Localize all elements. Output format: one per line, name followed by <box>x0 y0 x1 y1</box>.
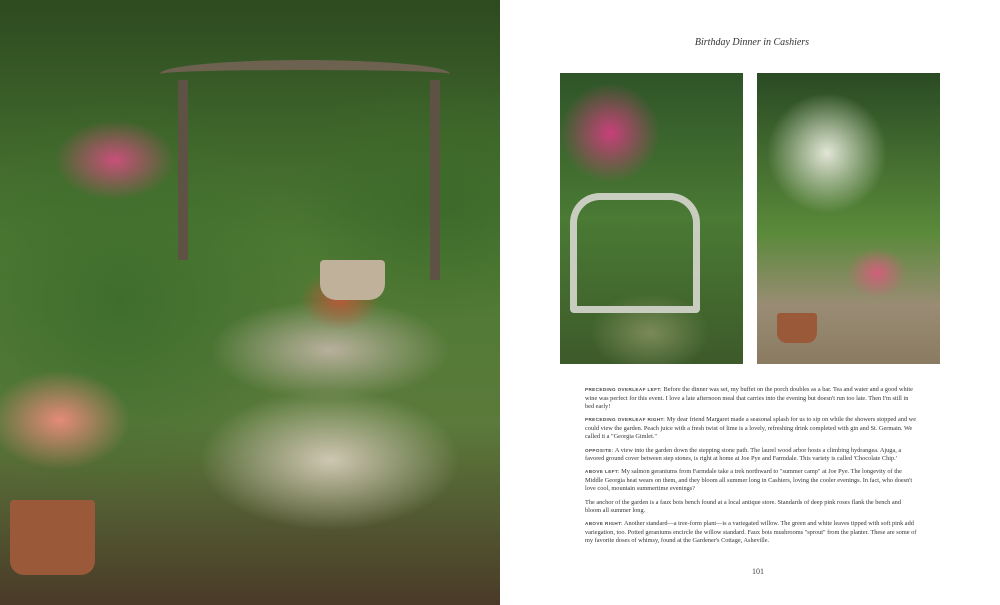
caption-text: Before the dinner was set, my buffet on the porch doubles as a bar. Tea and water and a good white wine was perfect for this event. I love a late afternoon meal that carries into the evening but doesn't run too late. Then I'm still in bed early! <box>585 386 913 411</box>
geranium-pot <box>777 313 817 343</box>
caption <box>585 386 917 412</box>
caption-text: A view into the garden down the stepping stone path. The laurel wood arbor hosts a climbing hydrangea. Ajuga, a favored ground cover between step stones, is right at home at Joe Pye and Farmdale. This variety is called 'Chocolate Chip.' <box>585 446 902 463</box>
running-head: Birthday Dinner in Cashiers <box>694 37 810 48</box>
arbor-post <box>178 80 188 260</box>
caption-text: The anchor of the garden is a faux bois bench found at a local antique store. Standards of deep pink roses flank the bench and bloom all summer long. <box>585 498 901 515</box>
caption <box>585 416 917 442</box>
arbor <box>160 60 450 88</box>
caption-label: ABOVE LEFT: <box>585 469 620 475</box>
caption-text: Another standard—a tree-form plant—is a variegated willow. The green and white leaves tipped with soft pink add variegation, too. Potted geraniums encircle the willow standard. Faux bois mushrooms "sprout" from the planter. These are some of my favorite doses of whimsy, found at the Gardener's Cottage, Asheville. <box>585 520 917 545</box>
captions <box>585 386 917 551</box>
bench <box>570 193 700 313</box>
page-number: 101 <box>752 567 764 576</box>
caption <box>585 468 917 494</box>
stone-planter <box>320 260 385 300</box>
caption-text: My salmon geraniums from Farmdale take a trek northward to "summer camp" at Joe Pye. The longevity of the Middle Georgia heat wears on them, and they bloom all summer long in Cashiers, loving the cooler evenings. In fact, who doesn't love cool, mountain summertime evenings? <box>585 468 913 493</box>
caption <box>585 520 917 546</box>
caption-text: My dear friend Margaret made a seasonal splash for us to sip on while the showers stopped and we could view the garden. Peach juice with a fresh twist of lime is a lovely, refreshing drink completed with gin and St. Germain. We called it a "Georgia Gimlet." <box>585 416 917 441</box>
geranium-pot <box>10 500 95 575</box>
caption-label: PRECEDING OVERLEAF LEFT: <box>585 387 662 392</box>
caption-label: OPPOSITE: <box>585 447 614 453</box>
caption <box>585 447 917 464</box>
willow-standard-photo <box>757 73 940 364</box>
caption <box>585 499 917 516</box>
caption-label: PRECEDING OVERLEAF RIGHT: <box>585 417 666 423</box>
arbor-post <box>430 80 440 280</box>
faux-bois-bench-photo <box>560 73 743 364</box>
caption-label: ABOVE RIGHT: <box>585 521 623 527</box>
